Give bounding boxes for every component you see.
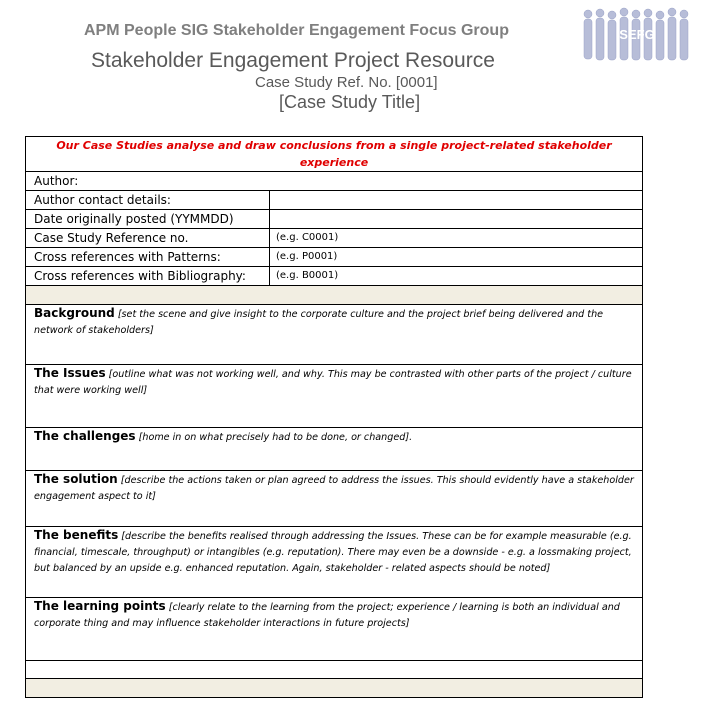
- section-hint: [clearly relate to the learning from the project; experience / learning is both an individual and corporate thing and may influence stakeholder interactions in future projects]: [34, 602, 620, 629]
- section-title: The benefits: [34, 528, 119, 542]
- author-contact-label: Author contact details:: [26, 191, 270, 210]
- section-title: Background: [34, 306, 115, 320]
- section-title: The learning points: [34, 599, 166, 613]
- blank-row: [26, 661, 643, 679]
- background-section[interactable]: [26, 305, 643, 365]
- bibliography-xref-field[interactable]: (e.g. B0001): [270, 267, 643, 286]
- section-title: The Issues: [34, 366, 106, 380]
- organisation-heading: APM People SIG Stakeholder Engagement Focus Group: [84, 22, 509, 39]
- learning-points-section[interactable]: [26, 598, 643, 661]
- case-study-ref: Case Study Ref. No. [0001]: [255, 74, 438, 91]
- issues-section[interactable]: [26, 365, 643, 428]
- case-study-ref-label: Case Study Reference no.: [26, 229, 270, 248]
- patterns-xref-field[interactable]: (e.g. P0001): [270, 248, 643, 267]
- author-contact-field[interactable]: [270, 191, 643, 210]
- logo-text: SEFG: [619, 27, 655, 42]
- section-hint: [outline what was not working well, and why. This may be contrasted with other parts of the project / culture that were working well]: [34, 369, 632, 396]
- patterns-xref-label: Cross references with Patterns:: [26, 248, 270, 267]
- document-title: Stakeholder Engagement Project Resource: [91, 49, 495, 72]
- sefg-logo: [580, 6, 695, 64]
- case-study-ref-field[interactable]: (e.g. C0001): [270, 229, 643, 248]
- form-banner: Our Case Studies analyse and draw conclusions from a single project-related stakeholder experience: [26, 137, 643, 172]
- date-posted-field[interactable]: [270, 210, 643, 229]
- case-study-title: [Case Study Title]: [279, 92, 421, 112]
- shaded-footer: [26, 679, 643, 698]
- bibliography-xref-label: Cross references with Bibliography:: [26, 267, 270, 286]
- solution-section[interactable]: [26, 471, 643, 527]
- shaded-divider: [26, 286, 643, 305]
- section-hint: [home in on what precisely had to be done, or changed].: [135, 432, 413, 443]
- section-hint: [describe the benefits realised through addressing the Issues. These can be for example measurable (e.g. financial, timescale, throughput) or intangibles (e.g. reputation). There may even be a downside - e.g. a lossmaking project, but balanced by an upside e.g. enhanced reputation. Again, stakeholder - related aspects should be noted]: [34, 531, 632, 574]
- case-study-form: [25, 136, 643, 698]
- section-title: The challenges: [34, 429, 136, 443]
- author-label: Author:: [26, 172, 643, 191]
- benefits-section[interactable]: [26, 527, 643, 598]
- section-hint: [describe the actions taken or plan agreed to address the issues. This should evidently have a stakeholder engagement aspect to it]: [34, 475, 634, 502]
- date-posted-label: Date originally posted (YYMMDD): [26, 210, 270, 229]
- section-hint: [set the scene and give insight to the corporate culture and the project brief being delivered and the network of stakeholders]: [34, 309, 604, 336]
- section-title: The solution: [34, 472, 118, 486]
- challenges-section[interactable]: [26, 428, 643, 471]
